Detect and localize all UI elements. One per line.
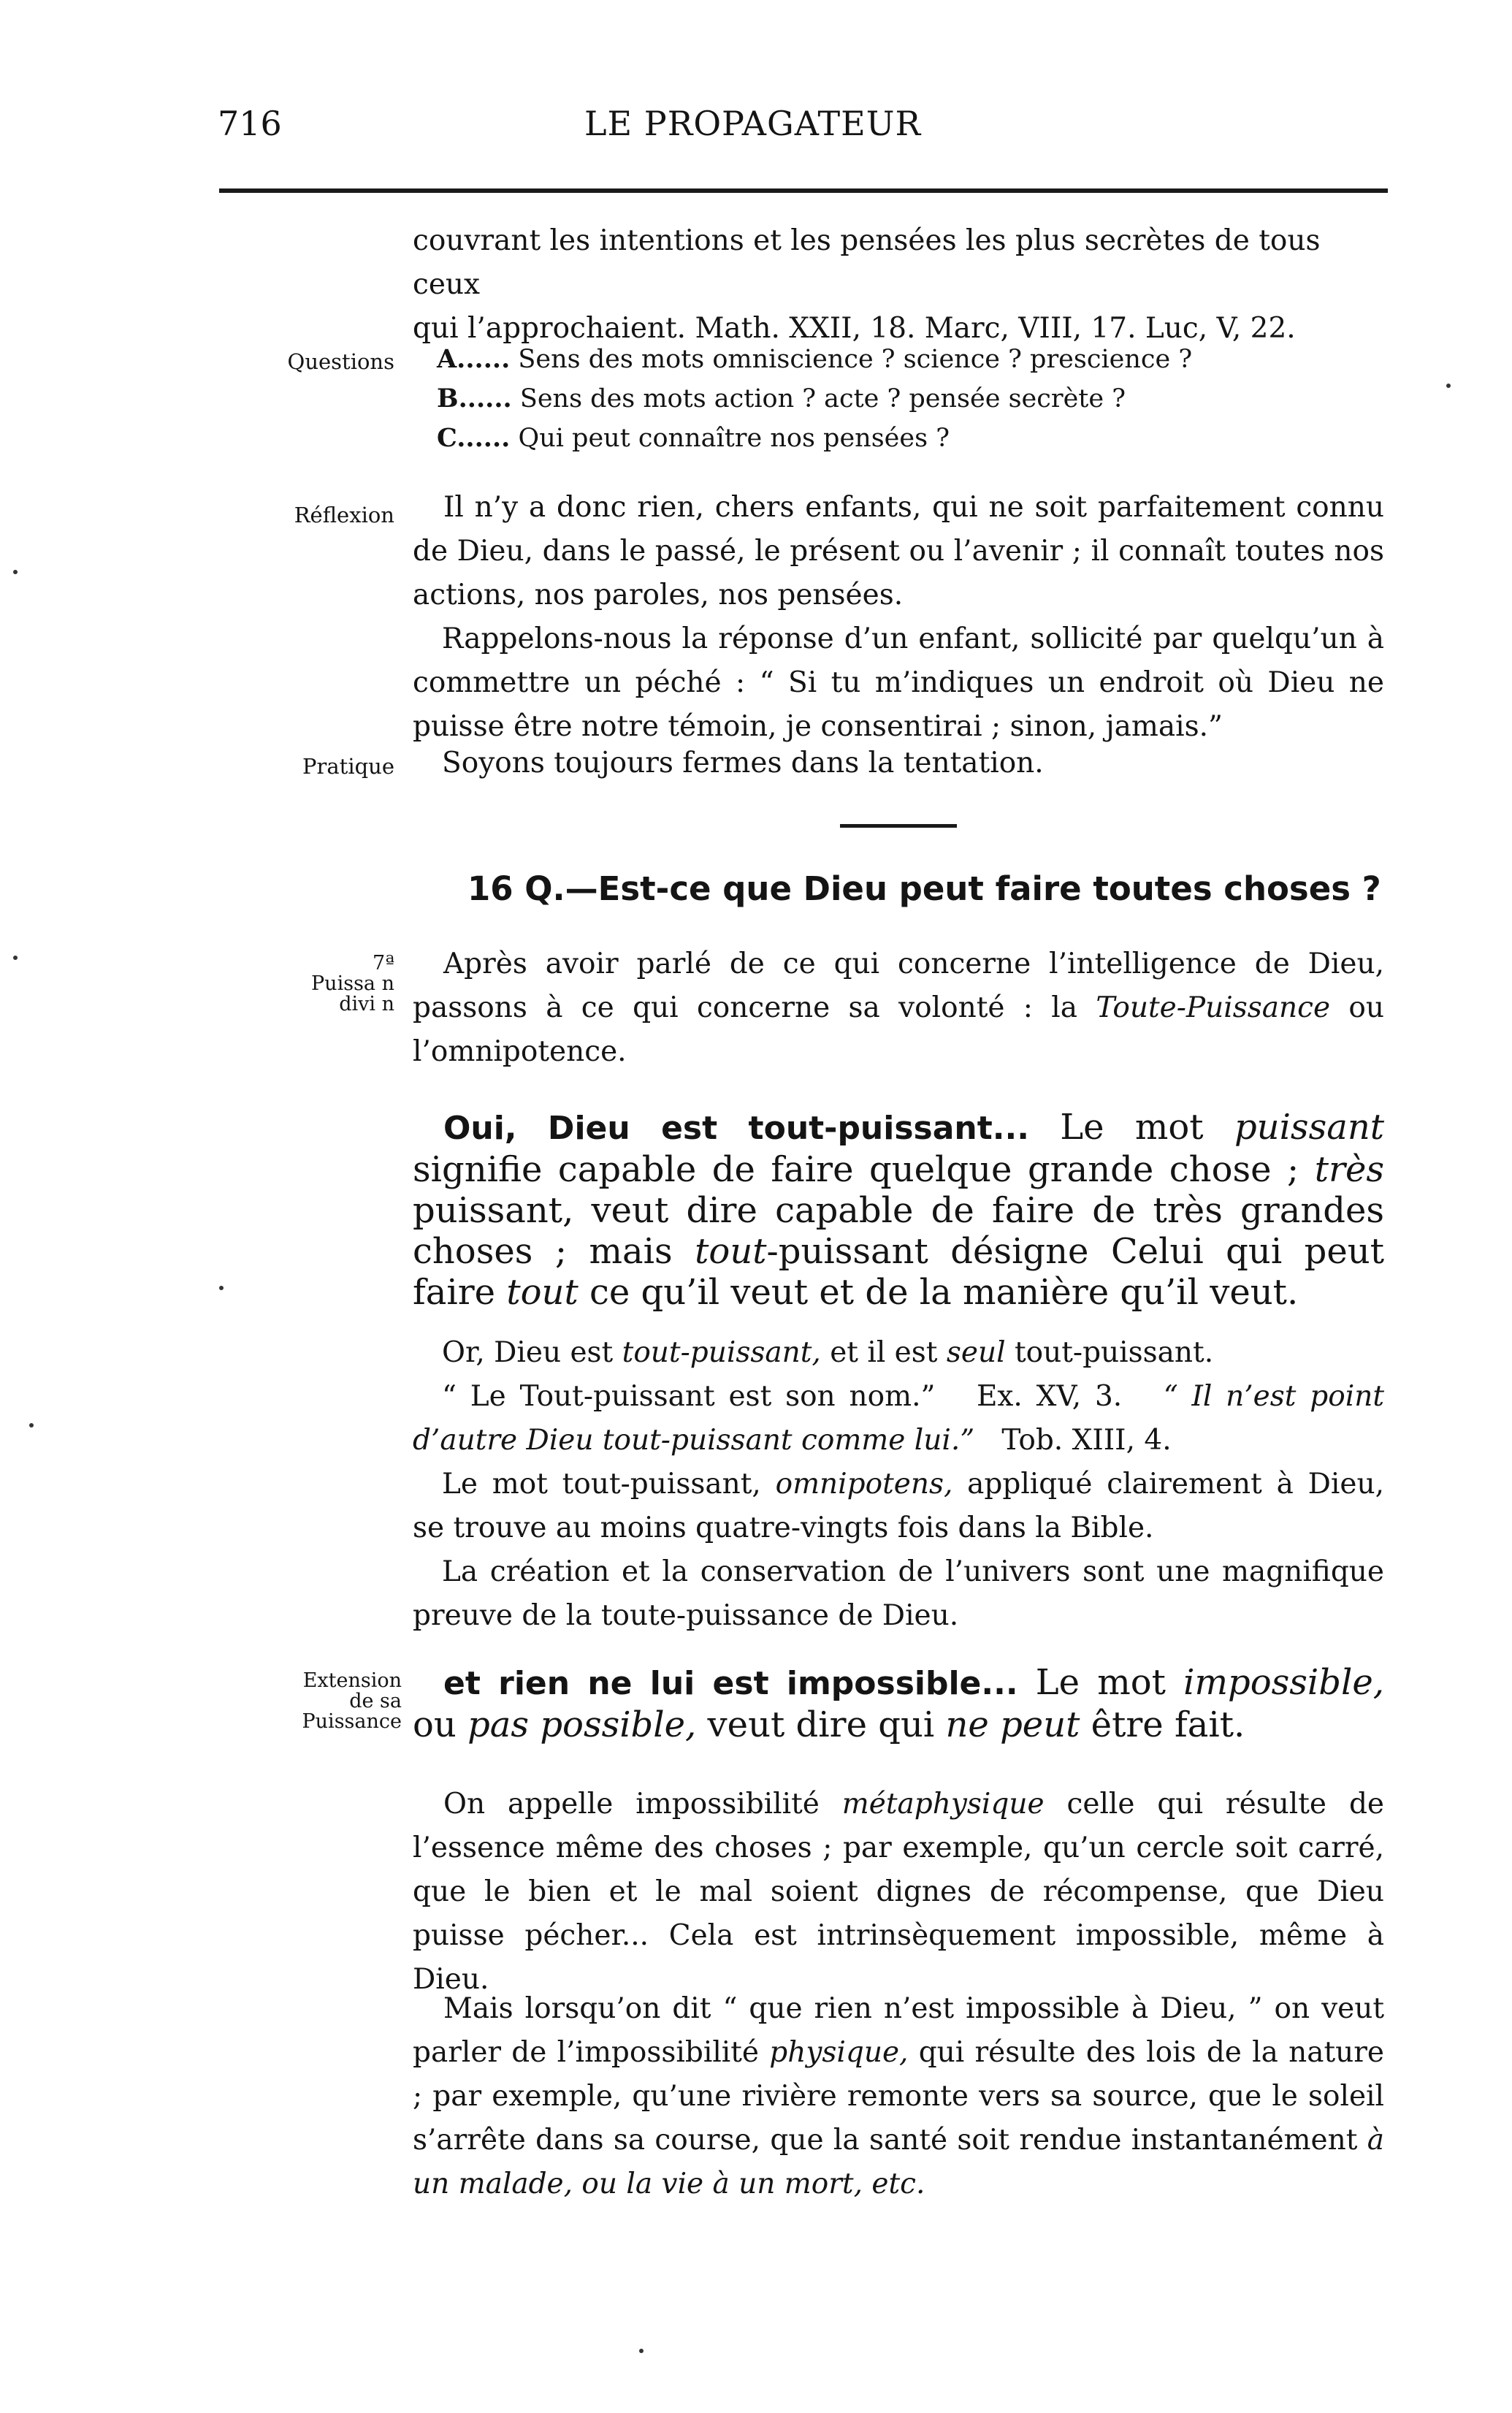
intro-line-2: qui l’approchaient. Math. XXII, 18. Marc, VIII, 17. Luc, V, 22. — [413, 312, 1296, 345]
questions-list — [437, 340, 1192, 458]
reflexion-paragraph-1: Il n’y a donc rien, chers enfants, qui ne soit parfaitement connu de Dieu, dans le passé, le présent ou l’avenir ; il connaît toutes nos actions, nos paroles, nos pensées. — [413, 491, 1384, 611]
emphasis: tout-puissant, — [622, 1336, 821, 1369]
text-run: Le mot — [1017, 1662, 1184, 1703]
margin-label-questions: Questions — [287, 349, 394, 374]
para-or — [413, 1331, 1384, 1375]
section-separator — [840, 824, 957, 828]
question-letter: B...... — [437, 384, 512, 413]
page-number: 716 — [218, 104, 282, 143]
intro-paragraph — [413, 219, 1391, 351]
extension-paragraph — [413, 1662, 1384, 1745]
para-creation: La création et la conservation de l’univers sont une magnifique preuve de la toute-puissance de Dieu. — [413, 1555, 1384, 1632]
margin-label-7-num: 7ª — [372, 952, 394, 975]
emphasis: pas possible, — [467, 1704, 697, 1745]
answer-paragraph-1 — [413, 1107, 1384, 1313]
question-text: Sens des mots omniscience ? science ? prescience ? — [518, 345, 1193, 374]
scan-speck — [29, 1423, 34, 1427]
text-run: ou — [413, 1704, 468, 1745]
emphasis: Toute-Puissance — [1096, 991, 1331, 1024]
emphasis: tout — [695, 1231, 767, 1272]
emphasis: métaphysique — [841, 1788, 1045, 1821]
reflexion-block — [413, 486, 1384, 749]
header-rule — [219, 188, 1388, 193]
text-run: Or, Dieu est — [442, 1336, 622, 1369]
text-run: Mais lorsqu’on dit “ que rien n’est impossible à Dieu, ” on veut parler de l’impossibilité — [413, 1992, 1384, 2069]
emphasis: très — [1314, 1149, 1384, 1190]
margin-label-extension-2: de sa — [349, 1690, 402, 1712]
emphasis: omnipotens, — [775, 1468, 953, 1501]
reference-1: Ex. XV, 3. — [976, 1380, 1123, 1413]
margin-label-extension-1: Extension — [302, 1669, 402, 1692]
quote-1: “ Le Tout-puissant est son nom.” — [442, 1380, 936, 1413]
physique-paragraph — [413, 1987, 1384, 2206]
margin-label-reflexion: Réflexion — [294, 503, 394, 527]
quote-2: “ Il n’est point d’autre Dieu tout-puissant comme lui.” — [413, 1380, 1384, 1457]
text-run: qui résulte des lois de la nature ; par exemple, qu’une rivière remonte vers sa source, que le soleil s’arrête dans sa course, que la santé soit rendue instantanément — [413, 2036, 1384, 2157]
text-run: appliqué clairement à Dieu, se trouve au moins quatre-vingts fois dans la Bible. — [413, 1468, 1384, 1544]
section7-paragraph — [413, 942, 1384, 1074]
text-run: veut dire qui — [696, 1704, 946, 1745]
emphasis: physique, — [769, 2036, 909, 2069]
scan-speck — [13, 570, 18, 574]
question-item-c — [437, 419, 1192, 458]
text-run: tout-puissant. — [1005, 1336, 1214, 1369]
margin-label-extension-3: Puissance — [302, 1710, 402, 1733]
answer-bold: Oui, Dieu est tout-puissant... — [443, 1110, 1029, 1147]
text-run: Le mot — [1028, 1107, 1234, 1148]
para-mot — [413, 1463, 1384, 1550]
scan-speck — [639, 2349, 644, 2353]
para-quote — [413, 1375, 1384, 1463]
reference-2: Tob. XIII, 4. — [1001, 1424, 1172, 1457]
text-run: être fait. — [1080, 1704, 1245, 1745]
intro-line-1: couvrant les intentions et les pensées les plus secrètes de tous ceux — [413, 224, 1321, 301]
emphasis: à un malade, ou la vie à un mort, etc. — [413, 2124, 1384, 2200]
emphasis: impossible, — [1183, 1662, 1384, 1703]
scan-speck — [219, 1286, 224, 1290]
reflexion-paragraph-2: Rappelons-nous la réponse d’un enfant, sollicité par quelqu’un à commettre un péché : “ Si tu m’indiques un endroit où Dieu ne puisse être notre témoin, je consentirai ; sinon, jamais.” — [413, 622, 1384, 743]
question-letter: C...... — [437, 423, 511, 453]
question-letter: A...... — [437, 344, 511, 374]
text-run: -puissant désigne Celui qui peut faire — [413, 1231, 1384, 1313]
text-run: On appelle impossibilité — [443, 1788, 842, 1821]
text-run: signifie capable de faire quelque grande chose ; — [413, 1149, 1315, 1190]
question-item-b — [437, 379, 1192, 419]
text-run: Le mot tout-puissant, — [442, 1468, 776, 1501]
question-heading: 16 Q.—Est-ce que Dieu peut faire toutes choses ? — [467, 869, 1381, 908]
margin-label-7-line1: Puissa n — [311, 972, 394, 995]
explanation-block — [413, 1331, 1384, 1638]
pratique-text: Soyons toujours fermes dans la tentation. — [442, 747, 1044, 779]
emphasis: ne peut — [945, 1704, 1080, 1745]
text-run: celle qui résulte de l’essence même des choses ; par exemple, qu’un cercle soit carré, que le bien et le mal soient dignes de récompense, que Dieu puisse pécher... Cela est intrinsèquement impossible, même à Dieu. — [413, 1788, 1385, 1996]
extension-bold: et rien ne lui est impossible... — [443, 1665, 1018, 1702]
question-item-a — [437, 340, 1192, 379]
metaphysique-paragraph — [413, 1783, 1384, 2002]
question-text: Qui peut connaître nos pensées ? — [518, 424, 950, 453]
question-text: Sens des mots action ? acte ? pensée secrète ? — [519, 384, 1126, 413]
text-run: Après avoir parlé de ce qui concerne l’intelligence de Dieu, passons à ce qui concerne sa volonté : la — [413, 948, 1384, 1024]
scan-speck — [13, 956, 18, 960]
scan-speck — [1446, 384, 1451, 388]
margin-label-pratique: Pratique — [302, 754, 394, 779]
text-run: et il est — [820, 1336, 947, 1369]
emphasis: puissant — [1234, 1107, 1385, 1148]
text-run: ou l’omnipotence. — [413, 991, 1384, 1068]
emphasis: seul — [946, 1336, 1006, 1369]
margin-label-7 — [212, 953, 394, 1015]
emphasis: tout — [506, 1272, 579, 1313]
running-title: LE PROPAGATEUR — [584, 104, 922, 143]
margin-label-extension — [205, 1671, 402, 1732]
margin-label-7-line2: divi n — [339, 993, 394, 1015]
text-run: puissant, veut dire capable de faire de très grandes choses ; mais — [413, 1190, 1384, 1272]
text-run: ce qu’il veut et de la manière qu’il veut. — [578, 1272, 1299, 1313]
